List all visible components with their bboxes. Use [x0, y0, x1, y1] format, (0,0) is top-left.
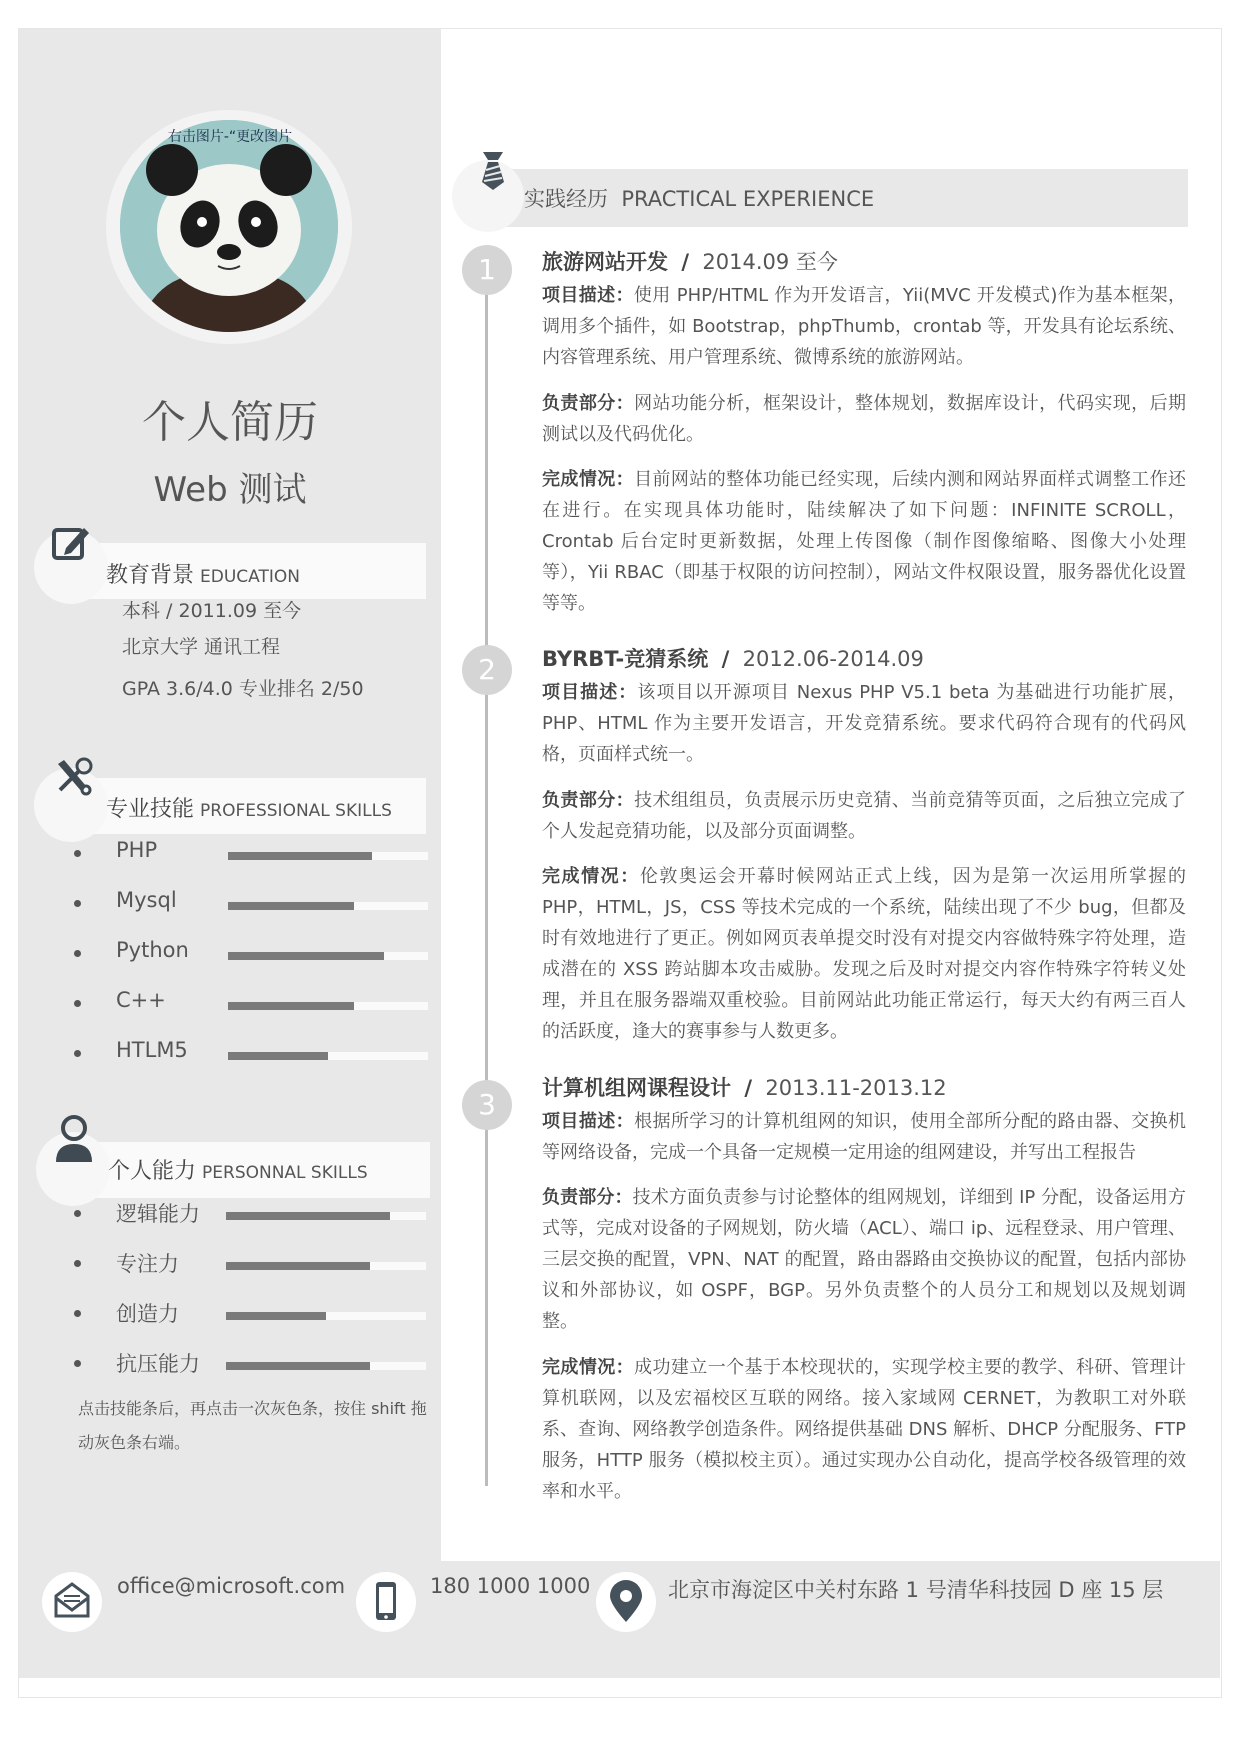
contact-address: 北京市海淀区中关村东路 1 号清华科技园 D 座 15 层	[668, 1578, 1164, 1602]
edit-icon	[50, 522, 92, 568]
bullet-icon	[74, 1360, 81, 1367]
project-description: 项目描述：使用 PHP/HTML 作为开发语言，Yii(MVC 开发模式)作为基本框架，调用多个插件，如 Bootstrap，phpThumb，crontab 等，开发具有论坛系统、内容管理系统、用户管理系统、微博系统的旅游网站。	[542, 285, 1187, 368]
project-number: 2	[462, 645, 512, 695]
timeline-line	[485, 290, 488, 1486]
contact-email[interactable]: office@microsoft.com	[117, 1574, 346, 1598]
project-result: 完成情况：成功建立一个基于本校现状的，实现学校主要的教学、科研、管理计算机联网，以及宏福校区互联的网络。接入家域网 CERNET，为教职工对外联系、查询、网络教学创造条件。网络提供基础 DNS 解析、DHCP 分配服务、FTP 服务，HTTP 服务（模拟校主页）。通过实现办公自动化，提高学校各级管理的效率和水平。	[542, 1357, 1187, 1502]
project-number: 3	[462, 1080, 512, 1130]
job-title: Web 测试	[153, 470, 307, 510]
skill-row-python[interactable]: Python	[68, 938, 428, 968]
skills-title: 专业技能 PROFESSIONAL SKILLS	[106, 797, 392, 822]
skill-bar[interactable]	[228, 852, 428, 860]
project-role: 负责部分：技术组组员，负责展示历史竞猜、当前竞猜等页面，之后独立完成了个人发起竞猜功能，以及部分页面调整。	[542, 790, 1187, 842]
skill-bar[interactable]	[228, 952, 428, 960]
skill-bar[interactable]	[228, 902, 428, 910]
skill-row-php[interactable]: PHP	[68, 838, 428, 868]
skill-row-mysql[interactable]: Mysql	[68, 888, 428, 918]
bullet-icon	[74, 1050, 81, 1057]
project-title: 旅游网站开发 / 2014.09 至今	[542, 250, 838, 274]
skill-row-cpp[interactable]: C++	[68, 988, 428, 1018]
education-degree: 本科 / 2011.09 至今	[122, 600, 302, 622]
experience-title: 实践经历 PRACTICAL EXPERIENCE	[524, 187, 875, 211]
tie-icon	[476, 148, 510, 196]
location-icon-circle	[596, 1572, 656, 1632]
resume-title: 个人简历	[142, 397, 318, 448]
ability-row-stress[interactable]: 抗压能力	[68, 1348, 428, 1378]
location-pin-icon	[596, 1572, 656, 1632]
skill-bar-note: 点击技能条后，再点击一次灰色条，按住 shift 拖动灰色条右端。	[78, 1399, 427, 1452]
project-number: 1	[462, 245, 512, 295]
education-gpa: GPA 3.6/4.0 专业排名 2/50	[122, 678, 364, 700]
bullet-icon	[74, 1210, 81, 1217]
education-title: 教育背景 EDUCATION	[106, 563, 300, 588]
project-result: 完成情况：目前网站的整体功能已经实现，后续内测和网站界面样式调整工作还在进行。在实现具体功能时，陆续解决了如下问题：INFINITE SCROLL，Crontab 后台定时更新数据，处理上传图像（制作图像缩略、图像大小处理等），Yii RBAC（即基于权限的访问控制），网站文件权限设置，服务器优化设置等等。	[542, 469, 1187, 614]
education-school: 北京大学 通讯工程	[122, 636, 281, 658]
bullet-icon	[74, 1000, 81, 1007]
avatar[interactable]	[120, 120, 338, 332]
project-role: 负责部分：技术方面负责参与讨论整体的组网规划，详细到 IP 分配，设备运用方式等，完成对设备的子网规划，防火墙（ACL）、端口 ip、远程登录、用户管理、三层交换的配置，VPN、NAT 的配置，路由器路由交换协议的配置，包括内部协议和外部协议，如 OSPF，BGP。另外负责整个的人员分工和规划以及规划调整。	[542, 1187, 1187, 1332]
project-description: 项目描述：该项目以开源项目 Nexus PHP V5.1 beta 为基础进行功能扩展，PHP、HTML 作为主要开发语言，开发竞猜系统。要求代码符合现有的代码风格，页面样式统一。	[542, 682, 1187, 765]
bullet-icon	[74, 950, 81, 957]
project-role: 负责部分：网站功能分析，框架设计，整体规划，数据库设计，代码实现，后期测试以及代码优化。	[542, 393, 1187, 445]
project-description: 项目描述：根据所学习的计算机组网的知识，使用全部所分配的路由器、交换机等网络设备，完成一个具备一定规模一定用途的组网建设，并写出工程报告	[542, 1111, 1187, 1163]
person-icon	[52, 1114, 96, 1168]
bullet-icon	[74, 1260, 81, 1267]
ability-row-logic[interactable]: 逻辑能力	[68, 1198, 428, 1228]
ability-row-creativity[interactable]: 创造力	[68, 1298, 428, 1328]
project-title: 计算机组网课程设计 / 2013.11-2013.12	[542, 1076, 947, 1100]
skill-row-html5[interactable]: HTLM5	[68, 1038, 428, 1068]
bullet-icon	[74, 1310, 81, 1317]
email-icon-circle	[42, 1572, 102, 1632]
avatar-hint: 右击图片-“更改图片	[167, 129, 293, 145]
bullet-icon	[74, 900, 81, 907]
skill-bar[interactable]	[228, 1002, 428, 1010]
ability-row-focus[interactable]: 专注力	[68, 1248, 428, 1278]
phone-icon-circle	[356, 1572, 416, 1632]
project-title: BYRBT-竞猜系统 / 2012.06-2014.09	[542, 647, 924, 671]
ability-bar[interactable]	[226, 1312, 426, 1320]
tools-icon	[52, 756, 94, 802]
ability-bar[interactable]	[226, 1362, 426, 1370]
project-result: 完成情况：伦敦奥运会开幕时候网站正式上线，因为是第一次运用所掌握的 PHP，HTML，JS，CSS 等技术完成的一个系统，陆续出现了不少 bug，但都及时有效地进行了更正。例如网页表单提交时没有对提交内容做特殊字符处理，造成潜在的 XSS 跨站脚本攻击威胁。发现之后及时对提交内容作特殊字符转义处理，并且在服务器端双重校验。目前网站此功能正常运行，每天大约有两三百人的活跃度，逢大的赛事参与人数更多。	[542, 866, 1186, 1042]
abilities-title: 个人能力 PERSONNAL SKILLS	[108, 1159, 368, 1184]
ability-bar[interactable]	[226, 1212, 426, 1220]
ability-bar[interactable]	[226, 1262, 426, 1270]
panda-photo	[120, 120, 338, 332]
email-icon	[42, 1572, 102, 1632]
skill-bar[interactable]	[228, 1052, 428, 1060]
contact-phone[interactable]: 180 1000 1000	[430, 1574, 591, 1598]
bullet-icon	[74, 850, 81, 857]
phone-icon	[356, 1572, 416, 1632]
